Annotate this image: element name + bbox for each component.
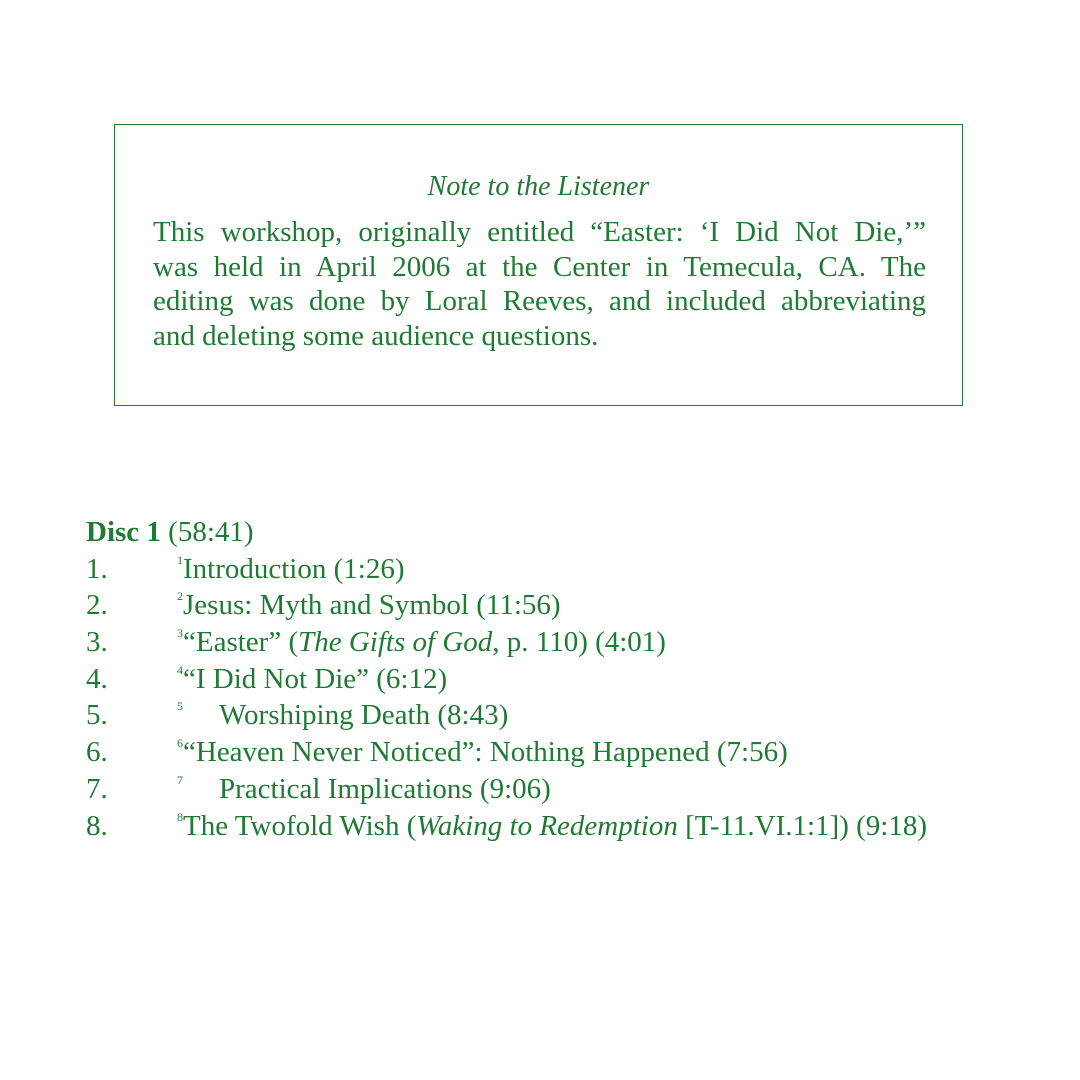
note-line: was held in April 2006 at the Center in Temecula, CA. The (153, 250, 926, 283)
track-title-italic: The Gifts of God (298, 626, 493, 659)
note-box (114, 124, 963, 406)
track-number: 6. (86, 736, 108, 769)
track-title: Practical Implications (9:06) (219, 772, 551, 805)
track-item (86, 551, 405, 588)
track-marker: 8 (177, 809, 183, 824)
disc-header (86, 514, 254, 551)
track-item (86, 661, 448, 698)
track-number: 8. (86, 809, 108, 842)
track-title-post: [T-11.VI.1:1]) (9:18) (677, 809, 927, 842)
note-body (153, 215, 926, 353)
track-marker: 1 (177, 552, 183, 567)
track-title-pre: “Easter” ( (183, 626, 299, 659)
note-line: editing was done by Loral Reeves, and included abbreviating (153, 285, 926, 317)
track-number: 5. (86, 699, 108, 732)
track-item (86, 587, 561, 624)
disc-duration: (58:41) (168, 516, 254, 548)
track-marker: 3 (177, 626, 183, 641)
note-title: Note to the Listener (427, 171, 650, 202)
track-title-pre: The Twofold Wish ( (183, 809, 417, 842)
track-number: 1. (86, 552, 108, 585)
track-item (86, 771, 551, 808)
track-title: Jesus: Myth and Symbol (11:56) (183, 589, 561, 622)
track-title-post: , p. 110) (4:01) (492, 626, 666, 659)
track-number: 2. (86, 589, 108, 622)
track-number: 7. (86, 772, 108, 805)
track-item (86, 624, 666, 661)
note-line: and deleting some audience questions. (153, 319, 599, 352)
track-title: “Heaven Never Noticed”: Nothing Happened (7:56) (183, 736, 788, 769)
track-title: Worshiping Death (8:43) (219, 699, 509, 732)
note-line: This workshop, originally entitled “Easter: ‘I Did Not Die,’” (153, 216, 926, 248)
track-list (86, 514, 927, 844)
track-marker: 5 (177, 699, 183, 714)
track-number: 4. (86, 662, 108, 695)
track-item (86, 808, 927, 845)
track-item (86, 697, 509, 734)
disc-label: Disc 1 (86, 516, 161, 548)
track-marker: 6 (177, 736, 183, 751)
track-title: “I Did Not Die” (6:12) (183, 662, 448, 695)
track-number: 3. (86, 626, 108, 659)
track-marker: 4 (177, 662, 183, 677)
track-title: Introduction (1:26) (183, 552, 405, 585)
track-marker: 7 (177, 772, 183, 787)
track-marker: 2 (177, 589, 183, 604)
track-title-italic: Waking to Redemption (416, 809, 678, 842)
track-item (86, 734, 788, 771)
